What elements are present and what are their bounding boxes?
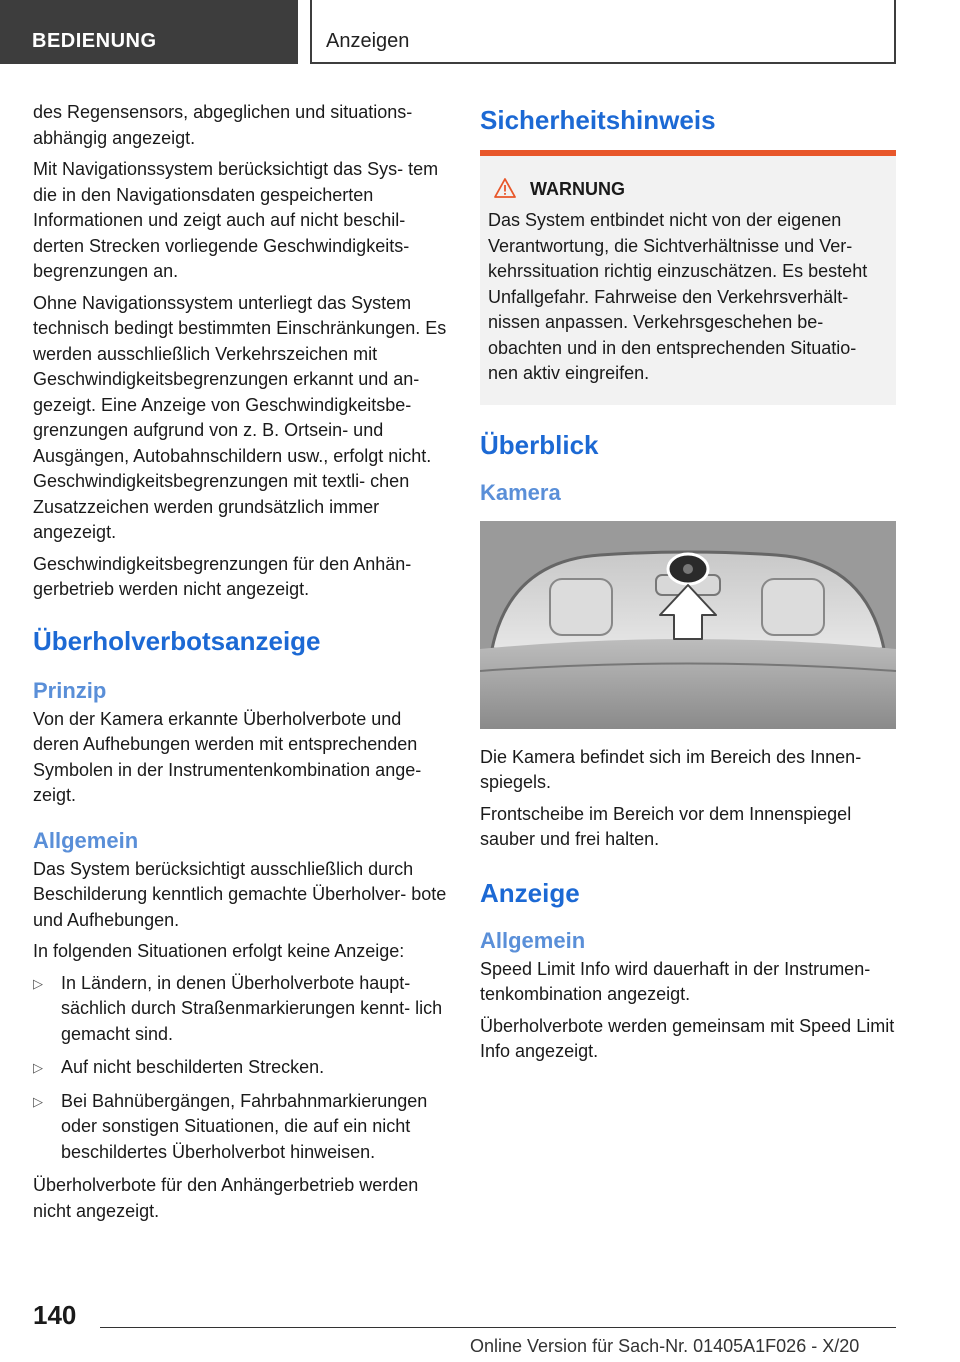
paragraph: Mit Navigationssystem berücksichtigt das Sys‐ tem die in den Navigationsdaten gespeicherten Informationen und zeigt auch auf nicht beschil‐ derten Strecken vorliegende Geschwindigkeits‐ begrenzungen an. (33, 159, 439, 281)
windshield-camera-illustration (480, 521, 896, 729)
warning-text: Das System entbindet nicht von der eigenen Verantwortung, die Sichtverhältnisse und Ver‐ kehrssituation richtig einzuschätzen. Es besteht Unfallgefahr. Fahrweise den Verkehrsverhält‐ nissen anpassen. Verkehrsgeschehen be‐ obachten und in den entsprechenden Situatio‐ nen aktiv eingreifen. (488, 210, 868, 383)
left-column (33, 100, 449, 1230)
bullet-list (33, 971, 449, 1166)
paragraph: Von der Kamera erkannte Überholverbote und deren Aufhebungen werden mit entsprechenden Symbolen in der Instrumentenkombination ange‐ zeigt. (33, 708, 422, 805)
paragraph: Ohne Navigationssystem unterliegt das System technisch bedingt bestimmten Einschränkungen. Es werden ausschließlich Verkehrszeichen mit Geschwindigkeitsbegrenzungen erkannt und an‐ gezeigt. Eine Anzeige von Geschwindigkeitsbe‐ grenzungen aufgrund von z. B. Ortsein- und Ausgängen, Autobahnschildern usw., erfolgt nicht. Geschwindigkeitsbegrenzungen mit textli‐ chen Zusatzzeichen werden grundsätzlich immer angezeigt. (33, 292, 447, 542)
paragraph: des Regensensors, abgeglichen und situations‐ abhängig angezeigt. (33, 102, 413, 148)
subheading-allgemein-right: Allgemein (480, 927, 586, 953)
paragraph: Überholverbote werden gemeinsam mit Speed Limit Info angezeigt. (480, 1015, 895, 1061)
heading-overtake-display: Überholverbotsanzeige (33, 625, 321, 656)
paragraph: In folgenden Situationen erfolgt keine Anzeige: (33, 941, 405, 961)
warning-triangle-icon (494, 178, 516, 198)
subheading-prinzip: Prinzip (33, 677, 107, 703)
page-header (0, 0, 960, 68)
paragraph: Das System berücksichtigt ausschließlich durch Beschilderung kenntlich gemachte Überholver‐ bote und Aufhebungen. (33, 858, 447, 930)
paragraph: Frontscheibe im Bereich vor dem Innenspiegel sauber und frei halten. (480, 803, 852, 849)
triangle-right-outline-icon: ▷ (33, 975, 43, 991)
warning-title: WARNUNG (488, 178, 888, 200)
footer-divider (100, 1327, 896, 1328)
chapter-title: Anzeigen (310, 0, 896, 64)
paragraph: Speed Limit Info wird dauerhaft in der Instrumen‐ tenkombination angezeigt. (480, 958, 871, 1004)
subheading-allgemein: Allgemein (33, 827, 139, 853)
page-number: 140 (33, 1300, 77, 1330)
subheading-camera: Kamera (480, 479, 561, 505)
paragraph: Überholverbote für den Anhängerbetrieb werden nicht angezeigt. (33, 1175, 419, 1221)
online-version-note: Online Version für Sach-Nr. 01405A1F026 - X/20 (470, 1336, 860, 1356)
heading-display: Anzeige (480, 877, 580, 908)
paragraph: Die Kamera befindet sich im Bereich des Innen‐ spiegels. (480, 746, 862, 792)
list-item: ▷ Auf nicht beschilderten Strecken. (33, 1055, 449, 1081)
triangle-right-outline-icon: ▷ (33, 1093, 43, 1109)
heading-safety: Sicherheitshinweis (480, 105, 716, 135)
warning-box (480, 150, 896, 405)
section-tab: BEDIENUNG (0, 0, 298, 64)
paragraph: Geschwindigkeitsbegrenzungen für den Anhän‐ gerbetrieb werden nicht angezeigt. (33, 553, 412, 599)
list-item: ▷ Bei Bahnübergängen, Fahrbahnmarkierungen oder sonstigen Situationen, die auf ein nicht beschildertes Überholverbot hinweisen. (33, 1090, 428, 1162)
heading-overview: Überblick (480, 429, 599, 460)
list-item: ▷ In Ländern, in denen Überholverbote haupt‐ sächlich durch Straßenmarkierungen kennt‐ lich gemacht sind. (33, 972, 443, 1044)
right-column (480, 100, 896, 1071)
triangle-right-outline-icon: ▷ (33, 1060, 43, 1075)
